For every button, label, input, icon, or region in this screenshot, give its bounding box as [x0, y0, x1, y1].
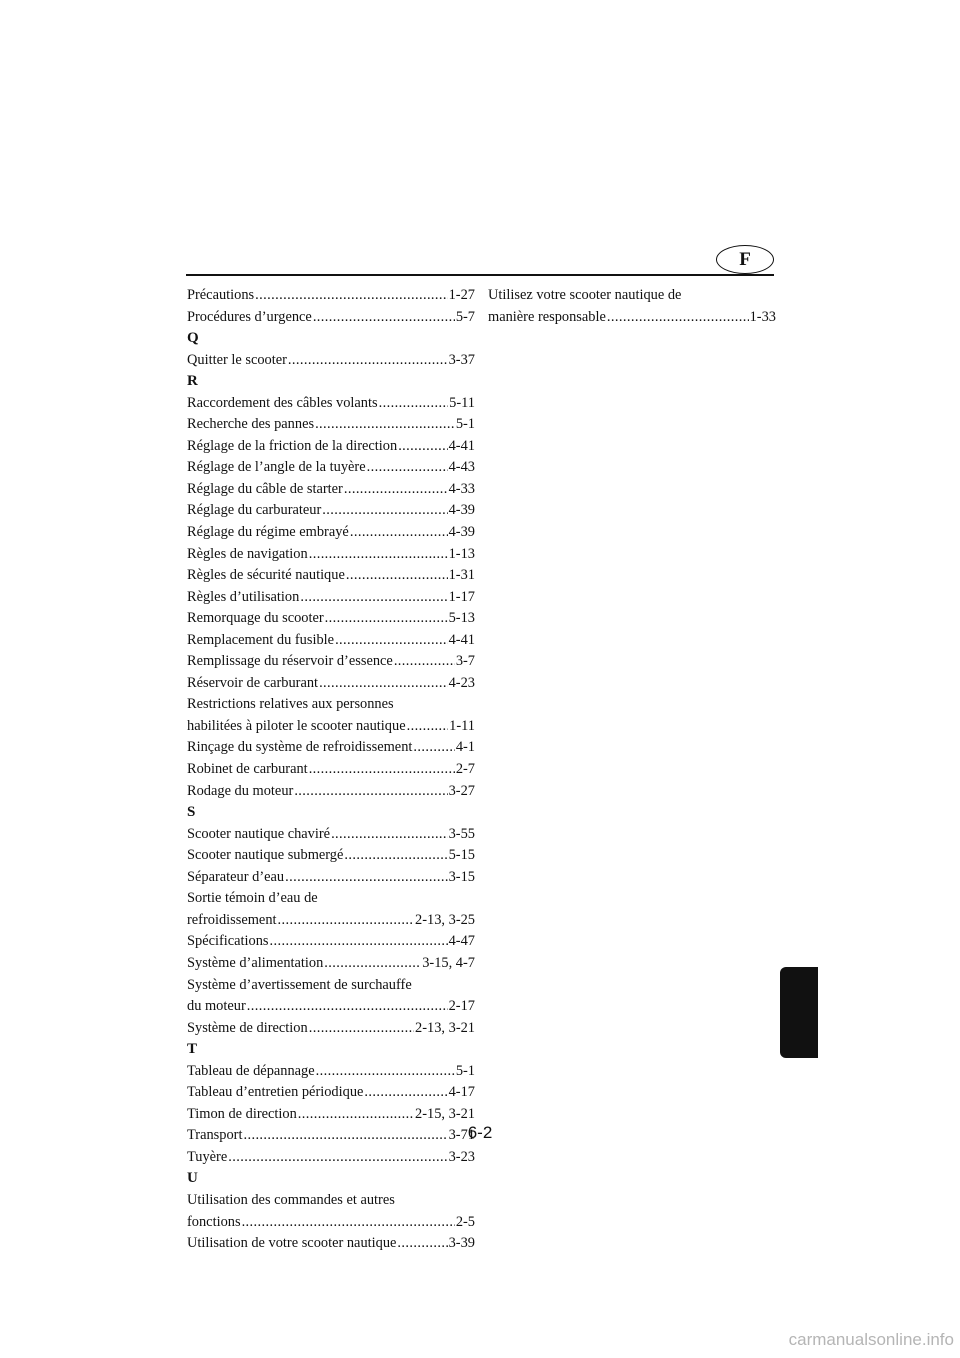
header-rule — [186, 274, 774, 276]
section-letter: U — [187, 1170, 198, 1187]
entry-page-ref: 3-15, 4-7 — [422, 954, 475, 971]
entry-page-ref: 1-17 — [448, 588, 475, 605]
entry-page-ref: 2-7 — [455, 761, 475, 778]
index-entry — [187, 544, 475, 566]
index-entry — [187, 651, 475, 673]
dot-leader — [346, 565, 448, 587]
entry-label: du moteur — [187, 998, 246, 1015]
index-entry — [187, 737, 475, 759]
entry-label: Scooter nautique chaviré — [187, 825, 331, 842]
entry-page-ref: 3-37 — [448, 351, 475, 368]
entry-page-ref: 2-5 — [455, 1213, 475, 1230]
entry-label: manière responsable — [488, 308, 606, 325]
entry-page-ref: 2-13, 3-21 — [415, 1019, 475, 1036]
entry-page-ref: 4-47 — [448, 933, 475, 950]
entry-label: Tuyère — [187, 1148, 228, 1165]
dot-leader — [413, 737, 454, 759]
dot-leader — [324, 953, 421, 975]
index-entry — [187, 393, 475, 415]
index-entry — [187, 414, 475, 436]
entry-page-ref: 3-71 — [448, 1127, 475, 1144]
dot-leader — [407, 716, 449, 738]
index-entry — [187, 479, 475, 501]
entry-label: Règles de navigation — [187, 545, 308, 562]
entry-label: Utilisation de votre scooter nautique — [187, 1235, 397, 1252]
entry-label: habilitées à piloter le scooter nautique — [187, 717, 406, 734]
dot-leader — [285, 867, 448, 889]
entry-label: Quitter le scooter — [187, 351, 287, 368]
index-entry — [187, 824, 475, 846]
entry-page-ref: 1-11 — [449, 717, 475, 734]
entry-page-ref: 3-27 — [448, 782, 475, 799]
entry-page-ref: 4-1 — [455, 739, 475, 756]
dot-leader — [316, 1061, 455, 1083]
dot-leader — [350, 522, 448, 544]
index-entry — [187, 608, 475, 630]
entry-label: Réglage du carburateur — [187, 502, 322, 519]
entry-continuation-text: Restrictions relatives aux personnes — [187, 696, 394, 713]
entry-page-ref: 3-15 — [448, 868, 475, 885]
dot-leader — [322, 500, 447, 522]
index-entry — [187, 931, 475, 953]
entry-continuation-text: Utilisation des commandes et autres — [187, 1191, 395, 1208]
dot-leader — [394, 651, 455, 673]
entry-label: Séparateur d’eau — [187, 868, 285, 885]
dot-leader — [313, 307, 455, 329]
index-entry — [187, 630, 475, 652]
index-entry — [187, 1233, 475, 1255]
entry-label: Règles de sécurité nautique — [187, 567, 345, 584]
dot-leader — [398, 436, 447, 458]
entry-label: Rodage du moteur — [187, 782, 294, 799]
entry-label: Remplissage du réservoir d’essence — [187, 653, 393, 670]
entry-page-ref: 4-41 — [448, 437, 475, 454]
chapter-tab — [780, 967, 818, 1058]
entry-label: Tableau d’entretien périodique — [187, 1084, 364, 1101]
index-entry — [187, 1147, 475, 1169]
dot-leader — [344, 479, 448, 501]
dot-leader — [300, 587, 447, 609]
entry-page-ref: 3-55 — [448, 825, 475, 842]
dot-leader — [319, 673, 448, 695]
index-entry — [187, 285, 475, 307]
dot-leader — [364, 1082, 447, 1104]
entry-page-ref: 5-1 — [455, 416, 475, 433]
entry-continuation-text: Utilisez votre scooter nautique de — [488, 287, 682, 303]
entry-page-ref: 5-7 — [455, 308, 475, 325]
entry-continuation-text: Sortie témoin d’eau de — [187, 890, 318, 907]
index-entry — [187, 436, 475, 458]
dot-leader — [309, 1018, 414, 1040]
entry-page-ref: 4-33 — [448, 480, 475, 497]
section-letter: T — [187, 1041, 198, 1058]
index-entry — [187, 565, 475, 587]
entry-label: Transport — [187, 1127, 243, 1144]
entry-label: Procédures d’urgence — [187, 308, 312, 325]
entry-page-ref: 5-13 — [448, 610, 475, 627]
entry-page-ref: 4-39 — [448, 502, 475, 519]
watermark: carmanualsonline.info — [788, 1330, 954, 1349]
index-entry — [187, 867, 475, 889]
entry-label: Réglage de l’angle de la tuyère — [187, 459, 366, 476]
entry-label: Système de direction — [187, 1019, 308, 1036]
section-letter: Q — [187, 330, 199, 347]
entry-page-ref: 3-39 — [448, 1235, 475, 1252]
dot-leader — [242, 1212, 455, 1234]
entry-page-ref: 4-23 — [448, 674, 475, 691]
entry-page-ref: 2-13, 3-25 — [415, 911, 475, 928]
entry-label: Réglage du régime embrayé — [187, 524, 349, 541]
entry-label: Système d’alimentation — [187, 954, 324, 971]
index-column-left — [187, 285, 475, 1255]
entry-label: Tableau de dépannage — [187, 1062, 315, 1079]
index-entry — [187, 845, 475, 867]
dot-leader — [309, 759, 455, 781]
section-letter: R — [187, 373, 198, 390]
entry-label: Scooter nautique submergé — [187, 847, 344, 864]
index-entry — [187, 781, 475, 803]
dot-leader — [228, 1147, 447, 1169]
dot-leader — [247, 996, 448, 1018]
entry-page-ref: 3-23 — [448, 1148, 475, 1165]
entry-label: refroidissement — [187, 911, 277, 928]
entry-label: Réglage de la friction de la direction — [187, 437, 398, 454]
entry-page-ref: 5-11 — [449, 394, 475, 411]
dot-leader — [288, 350, 448, 372]
entry-label: Rinçage du système de refroidissement — [187, 739, 413, 756]
index-entry — [187, 307, 475, 329]
entry-page-ref: 2-17 — [448, 998, 475, 1015]
dot-leader — [309, 544, 448, 566]
entry-page-ref: 1-31 — [448, 567, 475, 584]
entry-label: Remorquage du scooter — [187, 610, 324, 627]
index-entry — [187, 500, 475, 522]
entry-label: Réglage du câble de starter — [187, 480, 343, 497]
index-entry — [187, 759, 475, 781]
index-entry — [187, 996, 475, 1018]
entry-page-ref: 4-39 — [448, 524, 475, 541]
entry-page-ref: 5-1 — [455, 1062, 475, 1079]
entry-label: Recherche des pannes — [187, 416, 315, 433]
entry-label: Raccordement des câbles volants — [187, 394, 378, 411]
index-entry — [187, 1082, 475, 1104]
dot-leader — [294, 781, 447, 803]
entry-page-ref: 4-41 — [448, 631, 475, 648]
entry-label: Précautions — [187, 287, 255, 303]
entry-page-ref: 5-15 — [448, 847, 475, 864]
index-entry — [187, 673, 475, 695]
dot-leader — [607, 307, 749, 329]
entry-page-ref: 4-17 — [448, 1084, 475, 1101]
entry-label: fonctions — [187, 1213, 241, 1230]
index-entry — [187, 457, 475, 479]
dot-leader — [278, 910, 415, 932]
entry-label: Robinet de carburant — [187, 761, 308, 778]
index-entry — [187, 587, 475, 609]
entry-label: Spécifications — [187, 933, 269, 950]
entry-page-ref: 3-7 — [455, 653, 475, 670]
entry-label: Réservoir de carburant — [187, 674, 319, 691]
index-entry — [187, 350, 475, 372]
entry-page-ref: 1-33 — [749, 308, 776, 325]
entry-page-ref: 4-43 — [448, 459, 475, 476]
entry-page-ref: 1-13 — [448, 545, 475, 562]
entry-page-ref: 1-27 — [448, 287, 475, 303]
dot-leader — [344, 845, 447, 867]
entry-label: Règles d’utilisation — [187, 588, 300, 605]
dot-leader — [367, 457, 448, 479]
dot-leader — [397, 1233, 447, 1255]
entry-label: Timon de direction — [187, 1105, 297, 1122]
entry-page-ref: 2-15, 3-21 — [415, 1105, 475, 1122]
index-entry — [187, 1061, 475, 1083]
index-entry — [488, 307, 776, 329]
index-entry — [187, 522, 475, 544]
dot-leader — [315, 414, 455, 436]
index-entry — [187, 716, 475, 738]
language-letter: F — [739, 248, 751, 270]
index-entry — [187, 1018, 475, 1040]
dot-leader — [335, 630, 448, 652]
index-entry — [187, 910, 475, 932]
dot-leader — [331, 824, 448, 846]
entry-label: Remplacement du fusible — [187, 631, 335, 648]
index-column-right — [488, 285, 776, 328]
page-number: 6-2 — [467, 1123, 493, 1142]
index-entry — [187, 1212, 475, 1234]
dot-leader — [325, 608, 448, 630]
section-letter: S — [187, 804, 196, 821]
language-badge — [716, 245, 774, 274]
dot-leader — [379, 393, 449, 415]
dot-leader — [255, 285, 447, 307]
index-entry — [187, 953, 475, 975]
entry-continuation-text: Système d’avertissement de surchauffe — [187, 976, 412, 993]
dot-leader — [270, 931, 448, 953]
